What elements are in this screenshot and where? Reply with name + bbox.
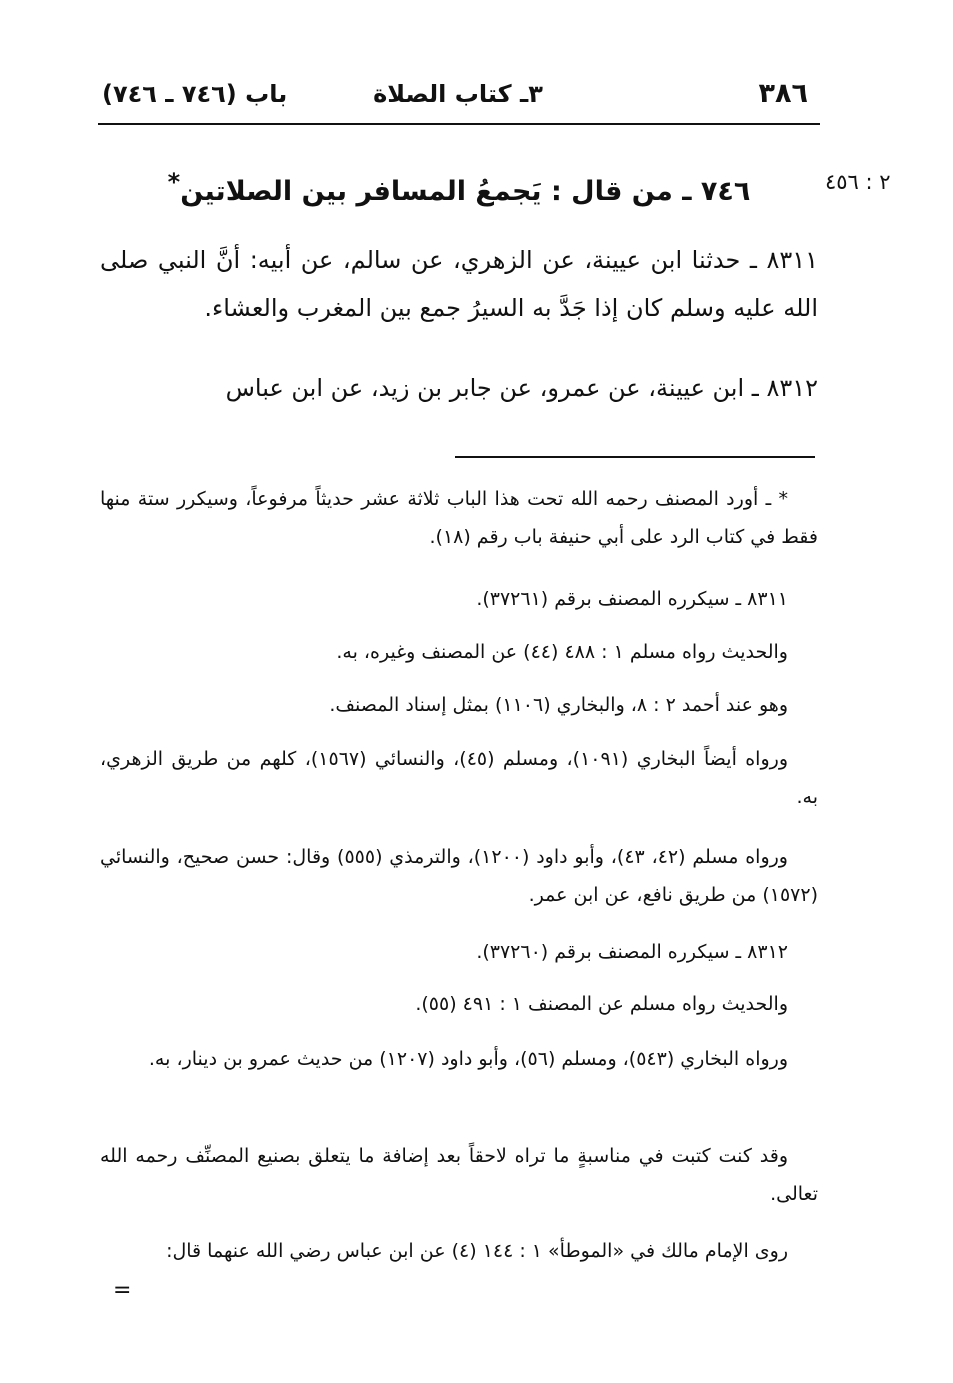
hadith-8312: ٨٣١٢ ـ ابن عيينة، عن عمرو، عن جابر بن زيد، عن ابن عباس xyxy=(225,374,818,402)
footnote-author-note: وقد كنت كتبت في مناسبةٍ ما تراه لاحقاً بعد إضافة ما يتعلق بصنيع المصنِّف رحمه الله تعالى. xyxy=(100,1145,818,1205)
footnote-malik: روى الإمام مالك في «الموطأ» ١ : ١٤٤ (٤) عن ابن عباس رضي الله عنهما قال: xyxy=(166,1240,788,1262)
footnote-8312-ref: ٨٣١٢ ـ سيكرره المصنف برقم (٣٧٢٦٠). xyxy=(476,941,788,963)
footnote-8312-bukhari: ورواه البخاري (٥٤٣)، ومسلم (٥٦)، وأبو داود (١٢٠٧) من حديث عمرو بن دينار، به. xyxy=(148,1048,788,1070)
continuation-mark: = xyxy=(113,1278,132,1303)
book-title: ٣ـ كتاب الصلاة xyxy=(373,80,543,108)
page-number: ٣٨٦ xyxy=(758,78,808,109)
footnote-marker: * xyxy=(167,168,181,196)
footnote-8311-ref: ٨٣١١ ـ سيكرره المصنف برقم (٣٧٢٦١). xyxy=(476,588,788,610)
chapter-range: باب (٧٤٦ ـ ٧٤٦) xyxy=(102,80,288,108)
margin-reference: ٢ : ٤٥٦ xyxy=(825,170,891,194)
hadith-8311: ٨٣١١ ـ حدثنا ابن عيينة، عن الزهري، عن سالم، عن أبيه: أنَّ النبي صلى الله عليه وسلم كان إذا جَدَّ به السيرُ جمع بين المغرب والعشاء. xyxy=(100,246,818,322)
footnote-8311-ahmad: وهو عند أحمد ٢ : ٨، والبخاري (١١٠٦) بمثل إسناد المصنف. xyxy=(329,694,788,716)
footnote-star: * ـ أورد المصنف رحمه الله تحت هذا الباب ثلاثة عشر حديثاً مرفوعاً، وسيكرر ستة منها فقط في كتاب الرد على أبي حنيفة باب رقم (١٨). xyxy=(100,488,818,548)
running-header xyxy=(98,78,818,120)
footnote-8312-muslim: والحديث رواه مسلم عن المصنف ١ : ٤٩١ (٥٥). xyxy=(415,993,788,1015)
chapter-heading-text: ٧٤٦ ـ من قال : يَجمعُ المسافر بين الصلاتين xyxy=(180,176,751,207)
header-rule xyxy=(98,123,820,125)
footnote-8311-muslim: والحديث رواه مسلم ١ : ٤٨٨ (٤٤) عن المصنف وغيره، به. xyxy=(336,641,788,663)
footnote-8311-bukhari: ورواه أيضاً البخاري (١٠٩١)، ومسلم (٤٥)، والنسائي (١٥٦٧)، كلهم من طريق الزهري، به. xyxy=(100,748,818,808)
footnote-separator xyxy=(455,456,815,458)
footnote-8311-others: ورواه مسلم (٤٢، ٤٣)، وأبو داود (١٢٠٠)، والترمذي (٥٥٥) وقال: حسن صحيح، والنسائي (١٥٧٢) من طريق نافع، عن ابن عمر. xyxy=(100,846,818,906)
chapter-heading xyxy=(100,168,818,207)
